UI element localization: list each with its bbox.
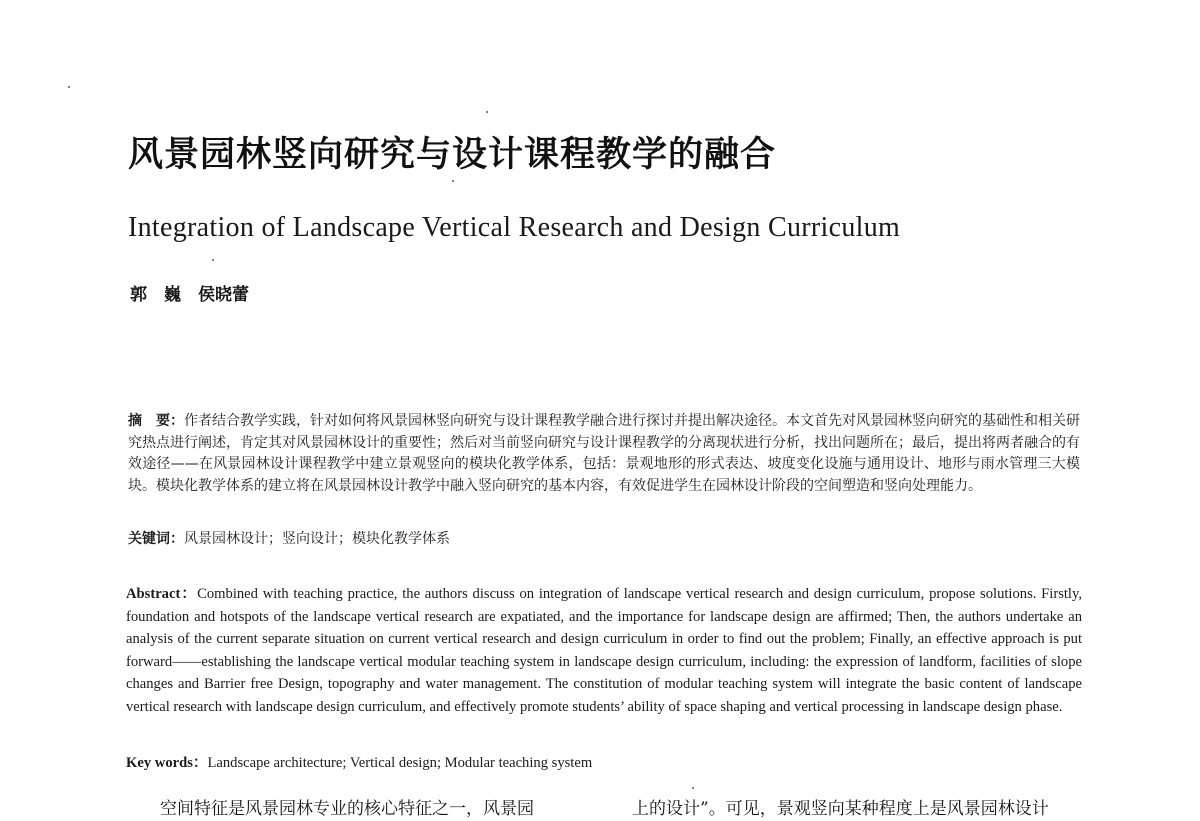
- scan-speck: [692, 787, 694, 789]
- abstract-english-text: Combined with teaching practice, the authors discuss on integration of landscape vertical research and design curriculum, propose solutions. Firstly, foundation and hotspots of the landscape vertical research are expatiated, and the importance for landscape design are affirmed; Then, the authors undertake an analysis of the current separate situation on current vertical research and design curriculum in order to find out the problem; Finally, an effective approach is put forward——establishing the landscape vertical modular teaching system in landscape design curriculum, including: the expression of landform, facilities of slope changes and Barrier free Design, topography and water management. The constitution of modular teaching system will integrate the basic content of landscape vertical research with landscape design curriculum, and effectively promote students’ ability of space shaping and vertical processing in landscape design phase.: [126, 586, 1082, 715]
- title-english: Integration of Landscape Vertical Research and Design Curriculum: [128, 212, 901, 243]
- abstract-chinese-label: 摘 要：: [128, 413, 184, 429]
- abstract-english: [126, 583, 1082, 718]
- keywords-chinese: [128, 529, 1080, 551]
- title-chinese: 风景园林竖向研究与设计课程教学的融合: [128, 134, 777, 175]
- keywords-english-label: Key words：: [126, 755, 208, 771]
- keywords-chinese-text: 风景园林设计；竖向设计；模块化教学体系: [184, 531, 450, 547]
- scan-speck: [212, 259, 214, 261]
- keywords-english: [126, 752, 1082, 775]
- keywords-english-text: Landscape architecture; Vertical design; Modular teaching system: [207, 755, 593, 771]
- body-column-left: 空间特征是风景园林专业的核心特征之一，风景园: [160, 799, 534, 819]
- body-column-right: 上的设计”。可见，景观竖向某种程度上是风景园林设计: [632, 799, 1049, 819]
- authors: 郭 巍 侯晓蕾: [130, 285, 249, 305]
- abstract-chinese: [128, 411, 1080, 497]
- abstract-chinese-text: 作者结合教学实践，针对如何将风景园林竖向研究与设计课程教学融合进行探讨并提出解决途径。本文首先对风景园林竖向研究的基础性和相关研究热点进行阐述，肯定其对风景园林设计的重要性；然后对当前竖向研究与设计课程教学的分离现状进行分析，找出问题所在；最后，提出将两者融合的有效途径——在风景园林设计课程教学中建立景观竖向的模块化教学体系，包括：景观地形的形式表达、坡度变化设施与通用设计、地形与雨水管理三大模块。模块化教学体系的建立将在风景园林设计教学中融入竖向研究的基本内容，有效促进学生在园林设计阶段的空间塑造和竖向处理能力。: [128, 413, 1080, 494]
- keywords-chinese-label: 关键词：: [128, 531, 184, 547]
- scan-speck: [486, 111, 488, 113]
- scan-speck: [68, 86, 70, 88]
- scan-speck: [452, 180, 454, 182]
- abstract-english-label: Abstract：: [126, 586, 198, 602]
